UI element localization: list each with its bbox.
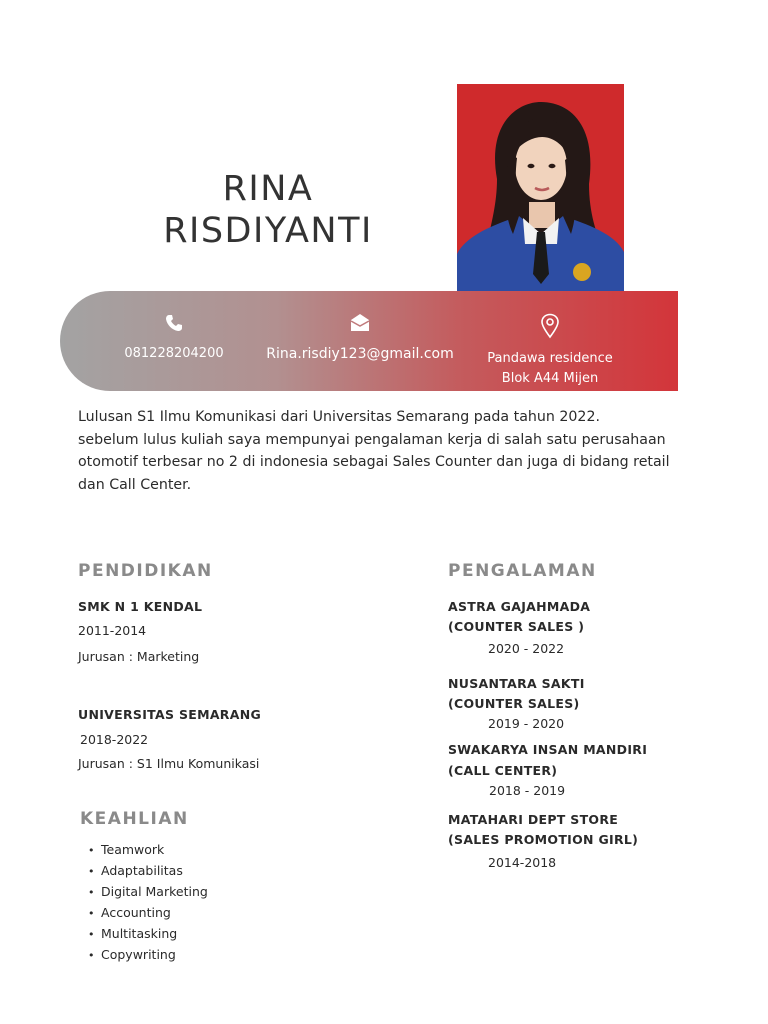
experience-role: (CALL CENTER) bbox=[448, 763, 558, 778]
contact-address bbox=[478, 313, 622, 389]
contact-phone bbox=[112, 313, 236, 361]
summary-line: Lulusan S1 Ilmu Komunikasi dari Universitas Semarang pada tahun 2022. bbox=[78, 409, 600, 425]
address-line-2: Blok A44 Mijen bbox=[501, 371, 599, 386]
experience-company: SWAKARYA INSAN MANDIRI bbox=[448, 742, 648, 757]
phone-icon bbox=[112, 313, 236, 337]
summary-line: dan Call Center. bbox=[78, 476, 192, 493]
experience-years: 2020 - 2022 bbox=[488, 641, 565, 656]
experience-role: (COUNTER SALES) bbox=[448, 696, 580, 711]
education-years: 2011-2014 bbox=[78, 623, 147, 638]
skill-item: • Copywriting bbox=[88, 945, 208, 966]
skill-item: • Teamwork bbox=[88, 840, 208, 861]
experience-company: NUSANTARA SAKTI bbox=[448, 676, 585, 691]
envelope-icon bbox=[262, 313, 458, 337]
education-heading: PENDIDIKAN bbox=[78, 561, 213, 581]
skill-item: • Accounting bbox=[88, 903, 208, 924]
education-school: UNIVERSITAS SEMARANG bbox=[78, 707, 262, 722]
profile-photo bbox=[457, 84, 624, 291]
first-name: RINA bbox=[222, 169, 314, 209]
skills-heading: KEAHLIAN bbox=[80, 809, 189, 829]
experience-role: (SALES PROMOTION GIRL) bbox=[448, 832, 639, 847]
experience-years: 2019 - 2020 bbox=[488, 716, 565, 731]
experience-heading: PENGALAMAN bbox=[448, 561, 597, 581]
skill-item: • Adaptabilitas bbox=[88, 861, 208, 882]
experience-role: (COUNTER SALES ) bbox=[448, 619, 585, 634]
experience-company: MATAHARI DEPT STORE bbox=[448, 812, 619, 827]
last-name: RISDIYANTI bbox=[163, 211, 373, 251]
experience-years: 2014-2018 bbox=[488, 855, 557, 870]
experience-years: 2018 - 2019 bbox=[489, 783, 566, 798]
skills-list bbox=[88, 840, 208, 966]
experience-company: ASTRA GAJAHMADA bbox=[448, 599, 591, 614]
phone-number[interactable]: 081228204200 bbox=[124, 346, 224, 361]
location-pin-icon bbox=[478, 313, 622, 346]
skill-item: • Digital Marketing bbox=[88, 882, 208, 903]
education-school: SMK N 1 KENDAL bbox=[78, 599, 203, 614]
skill-item: • Multitasking bbox=[88, 924, 208, 945]
education-major: Jurusan : S1 Ilmu Komunikasi bbox=[78, 756, 260, 771]
full-name bbox=[120, 168, 416, 252]
address bbox=[478, 349, 622, 389]
contact-email bbox=[262, 313, 458, 362]
education-years: 2018-2022 bbox=[80, 732, 149, 747]
summary-line: otomotif terbesar no 2 di indonesia sebagai Sales Counter dan juga di bidang retail bbox=[78, 454, 670, 470]
email-address[interactable]: Rina.risdiy123@gmail.com bbox=[266, 346, 454, 362]
profile-summary bbox=[78, 406, 690, 496]
education-major: Jurusan : Marketing bbox=[78, 649, 200, 664]
address-line-1: Pandawa residence bbox=[487, 351, 613, 366]
summary-line: sebelum lulus kuliah saya mempunyai pengalaman kerja di salah satu perusahaan bbox=[78, 431, 666, 448]
